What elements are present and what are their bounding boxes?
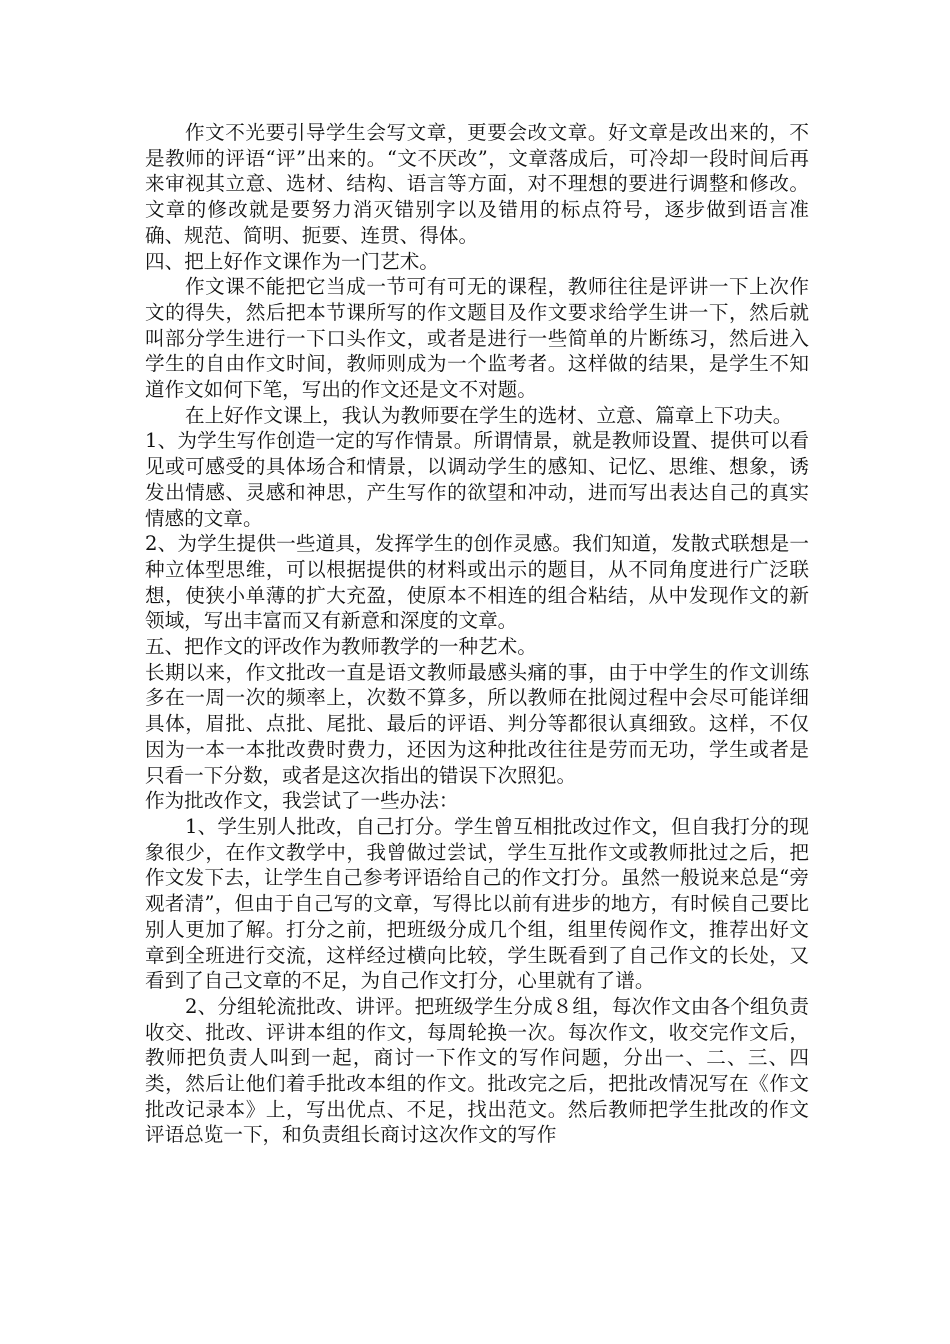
list-item-props: 2、为学生提供一些道具，发挥学生的创作灵感。我们知道，发散式联想是一种立体型思维，可以根据提供的材料或出示的题目，从不同角度进行广泛联想，使狭小单薄的扩大充盈，使原本不相连的组合粘结，从中发现作文的新领域，写出丰富而又有新意和深度的文章。 (145, 532, 809, 633)
paragraph-class-focus: 在上好作文课上，我认为教师要在学生的选材、立意、篇章上下功夫。 (185, 403, 793, 427)
list-item-self-grading: 1、学生别人批改，自己打分。学生曾互相批改过作文，但自我打分的现象很少，在作文教学中，我曾做过尝试，学生互批作文或教师批过之后，把作文发下去，让学生自己参考评语给自己的作文打分。虽然一般说来总是“旁观者清”，但由于自己写的文章，写得比以前有进步的地方，有时候自己要比别人更加了解。打分之前，把班级分成几个组，组里传阅作文，推荐出好文章到全班进行交流，这样经过横向比较，学生既看到了自己作文的长处，又看到了自己文章的不足，为自己作文打分，心里就有了谱。 (145, 814, 809, 993)
paragraph-revision: 作文不光要引导学生会写文章，更要会改文章。好文章是改出来的，不是教师的评语“评”出来的。“文不厌改”，文章落成后，可冷却一段时间后再来审视其立意、选材、结构、语言等方面，对不理想的要进行调整和修改。文章的修改就是要努力消灭错别字以及错用的标点符号，逐步做到语言准确、规范、简明、扼要、连贯、得体。 (145, 121, 809, 247)
heading-section-four: 四、把上好作文课作为一门艺术。 (145, 249, 439, 273)
document-body (145, 120, 809, 1148)
paragraph-grading-intro: 作为批改作文，我尝试了一些办法： (145, 789, 459, 813)
paragraph-class-problem: 作文课不能把它当成一节可有可无的课程，教师往往是评讲一下上次作文的得失，然后把本节课所写的作文题目及作文要求给学生讲一下，然后就叫部分学生进行一下口头作文，或者是进行一些简单的片断练习，然后进入学生的自由作文时间，教师则成为一个监考者。这样做的结果，是学生不知道作文如何下笔，写出的作文还是文不对题。 (145, 275, 809, 402)
paragraph-grading-problem: 长期以来，作文批改一直是语文教师最感头痛的事，由于中学生的作文训练多在一周一次的频率上，次数不算多，所以教师在批阅过程中会尽可能详细具体，眉批、点批、尾批、最后的评语、判分等都很认真细致。这样，不仅因为一本一本批改费时费力，还因为这种批改往往是劳而无功，学生或者是只看一下分数，或者是这次指出的错误下次照犯。 (145, 660, 809, 787)
heading-section-five: 五、把作文的评改作为教师教学的一种艺术。 (145, 635, 537, 659)
list-item-scenario: 1、为学生写作创造一定的写作情景。所谓情景，就是教师设置、提供可以看见或可感受的具体场合和情景，以调动学生的感知、记忆、思维、想象，诱发出情感、灵感和神思，产生写作的欲望和冲动，进而写出表达自己的真实情感的文章。 (145, 429, 809, 530)
list-item-group-grading: 2、分组轮流批改、讲评。把班级学生分成８组，每次作文由各个组负责收交、批改、评讲本组的作文，每周轮换一次。每次作文，收交完作文后，教师把负责人叫到一起，商讨一下作文的写作问题，分出一、二、三、四类，然后让他们着手批改本组的作文。批改完之后，把批改情况写在《作文批改记录本》上，写出优点、不足，找出范文。然后教师把学生批改的作文评语总览一下，和负责组长商讨这次作文的写作 (145, 994, 809, 1147)
